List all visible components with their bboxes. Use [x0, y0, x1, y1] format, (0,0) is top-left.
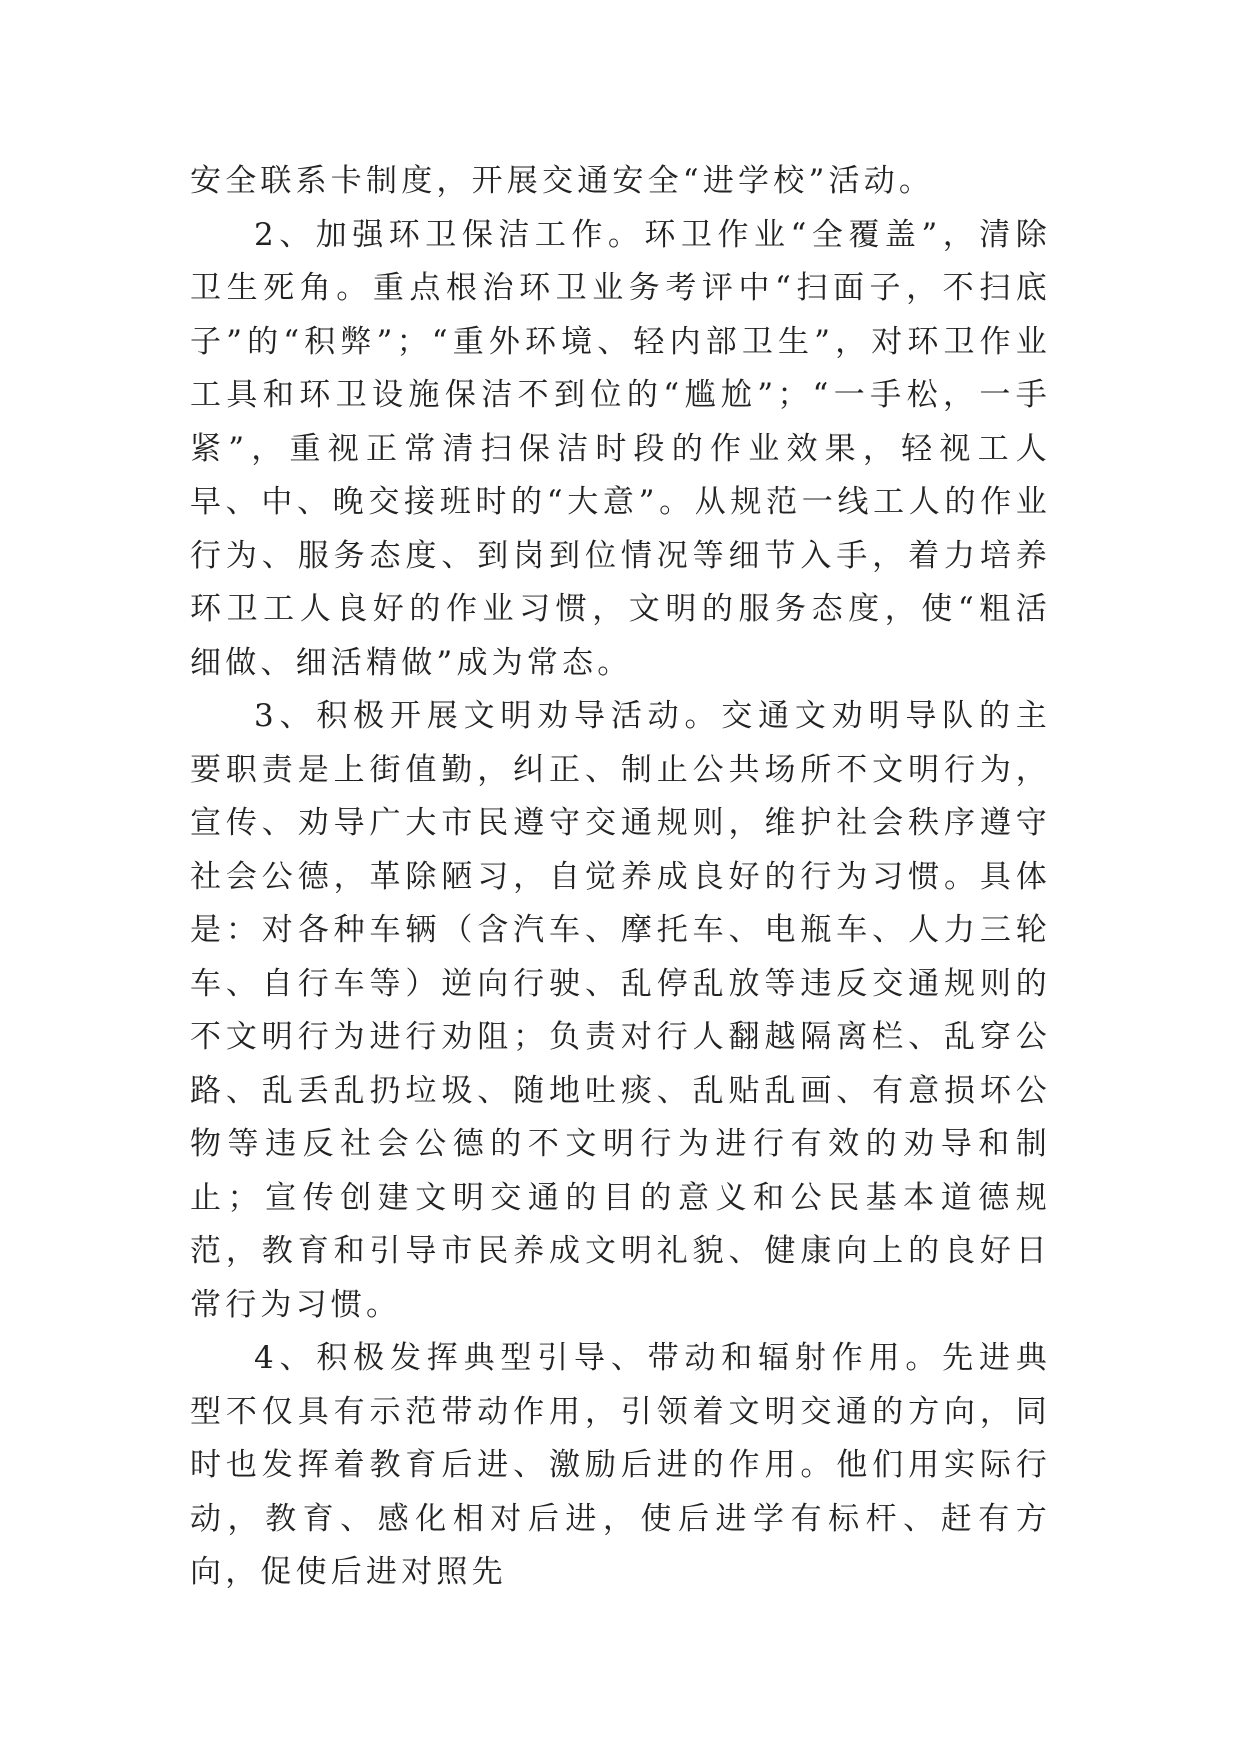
paragraph-role-models: 4、积极发挥典型引导、带动和辐射作用。先进典型不仅具有示范带动作用，引领着文明交通的方向，同时也发挥着教育后进、激励后进的作用。他们用实际行动，教育、感化相对后进，使后进学有标杆、赶有方向，促使后进对照先	[190, 1340, 1051, 1590]
paragraph-sanitation: 2、加强环卫保洁工作。环卫作业“全覆盖”，清除卫生死角。重点根治环卫业务考评中“扫面子，不扫底子”的“积弊”；“重外环境、轻内部卫生”，对环卫作业工具和环卫设施保洁不到位的“尴尬”；“一手松，一手紧”，重视正常清扫保洁时段的作业效果，轻视工人早、中、晚交接班时的“大意”。从规范一线工人的作业行为、服务态度、到岗到位情况等细节入手，着力培养环卫工人良好的作业习惯，文明的服务态度，使“粗活细做、细活精做”成为常态。	[190, 216, 1051, 681]
document-body	[190, 155, 1051, 1600]
paragraph-continuation: 安全联系卡制度，开展交通安全“进学校”活动。	[190, 163, 935, 199]
paragraph-civility-persuasion: 3、积极开展文明劝导活动。交通文劝明导队的主要职责是上街值勤，纠正、制止公共场所不文明行为，宣传、劝导广大市民遵守交通规则，维护社会秩序遵守社会公德，革除陋习，自觉养成良好的行为习惯。具体是：对各种车辆（含汽车、摩托车、电瓶车、人力三轮车、自行车等）逆向行驶、乱停乱放等违反交通规则的不文明行为进行劝阻；负责对行人翻越隔离栏、乱穿公路、乱丢乱扔垃圾、随地吐痰、乱贴乱画、有意损坏公物等违反社会公德的不文明行为进行有效的劝导和制止；宣传创建文明交通的目的意义和公民基本道德规范，教育和引导市民养成文明礼貌、健康向上的良好日常行为习惯。	[190, 698, 1051, 1323]
